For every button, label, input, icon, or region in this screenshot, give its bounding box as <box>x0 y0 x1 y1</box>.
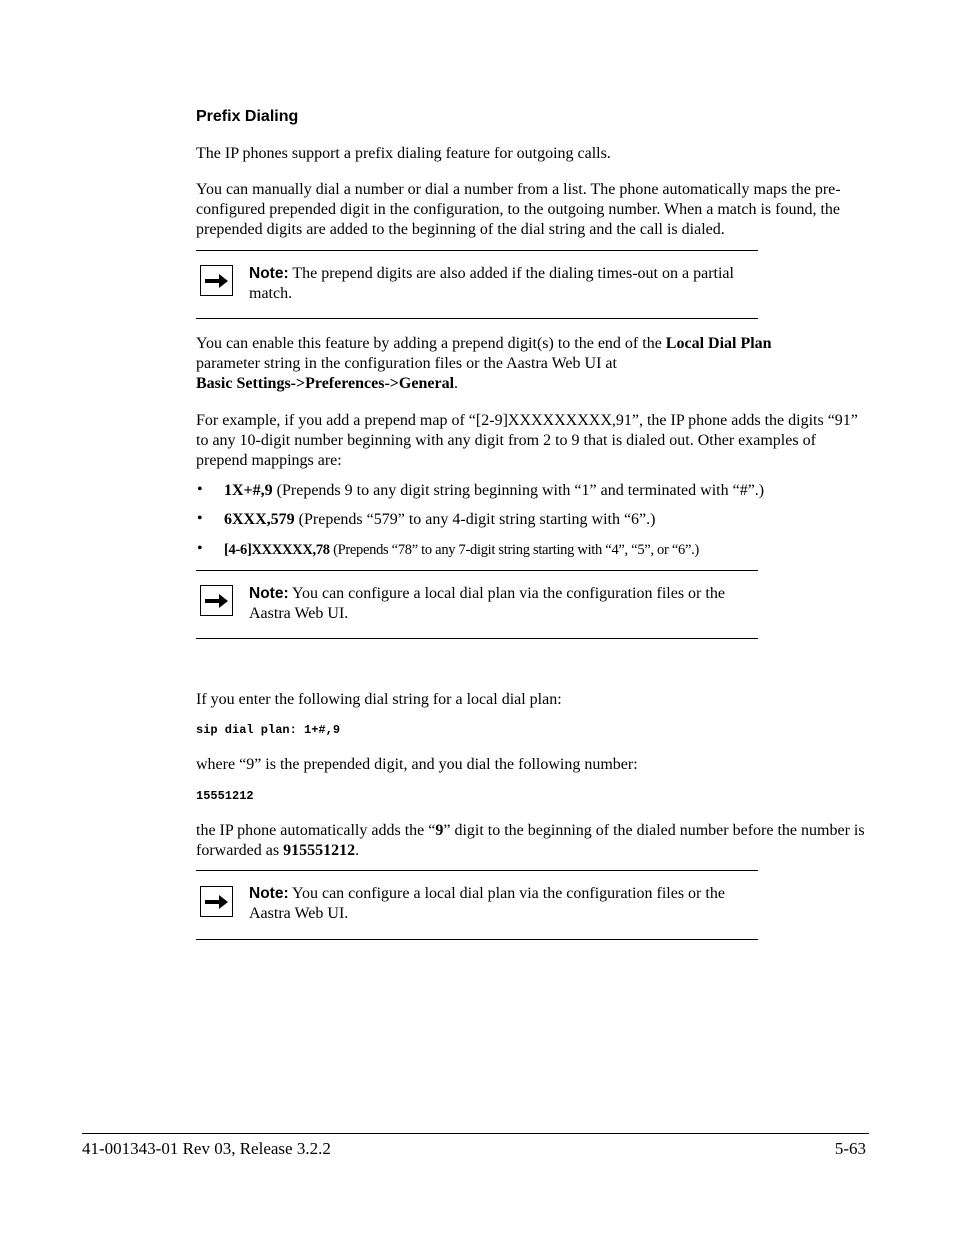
note-label: Note: <box>249 885 289 902</box>
footer-doc-id: 41-001343-01 Rev 03, Release 3.2.2 <box>82 1139 331 1158</box>
arrow-right-icon <box>200 585 233 616</box>
note-text: You can configure a local dial plan via the configuration files or the Aastra Web UI. <box>249 885 725 922</box>
note-top-rule <box>196 870 758 871</box>
bullet-mark: • <box>197 481 203 498</box>
dialed-number: 915551212 <box>283 842 356 859</box>
code-number: 15551212 <box>196 789 254 803</box>
footer-rule <box>82 1133 869 1134</box>
note-text: You can configure a local dial plan via the configuration files or the Aastra Web UI. <box>249 585 725 622</box>
local-dial-plan-term: Local Dial Plan <box>665 335 772 352</box>
settings-path: Basic Settings->Preferences->General <box>196 375 455 392</box>
note-bottom-rule <box>196 939 758 940</box>
footer-page-number: 5-63 <box>834 1139 866 1158</box>
list-item: 6XXX,579 (Prepends “579” to any 4-digit string starting with “6”.) <box>224 511 656 528</box>
note-top-rule <box>196 570 758 571</box>
note-bottom-rule <box>196 318 758 319</box>
intro-paragraph: The IP phones support a prefix dialing feature for outgoing calls. <box>196 145 611 162</box>
enable-paragraph: You can enable this feature by adding a prepend digit(s) to the end of the Local Dial Plan parameter string in the configuration files or the Aastra Web UI at Basic Settings->Preferences->General. <box>196 335 772 392</box>
example-paragraph: For example, if you add a prepend map of “[2-9]XXXXXXXXX,91”, the IP phone adds the digits “91” to any 10-digit number beginning with any digit from 2 to 9 that is dialed out. Other examples of prepend mappings are: <box>196 412 858 469</box>
list-item: [4-6]XXXXXX,78 (Prepends “78” to any 7-digit string starting with “4”, “5”, or “6”.) <box>224 542 699 558</box>
code-dial-plan: sip dial plan: 1+#,9 <box>196 723 341 737</box>
note-bottom-rule <box>196 638 758 639</box>
list-item: 1X+#,9 (Prepends 9 to any digit string beginning with “1” and terminated with “#”.) <box>224 482 765 499</box>
note-top-rule <box>196 250 758 251</box>
section-heading: Prefix Dialing <box>196 108 299 125</box>
arrow-right-icon <box>200 265 233 296</box>
arrow-right-icon <box>200 886 233 917</box>
note-1 <box>249 264 749 304</box>
prepended-digit-paragraph: where “9” is the prepended digit, and you dial the following number: <box>196 756 638 773</box>
note-text: The prepend digits are also added if the dialing times-out on a partial match. <box>249 265 734 302</box>
dial-string-paragraph: If you enter the following dial string for a local dial plan: <box>196 691 562 708</box>
note-3 <box>249 884 749 924</box>
note-2 <box>249 584 749 624</box>
description-paragraph: You can manually dial a number or dial a number from a list. The phone automatically maps the pre-configured prepended digit in the configuration, to the outgoing number. When a match is found, the prepended digits are added to the beginning of the dial string and the call is dialed. <box>196 181 841 238</box>
note-label: Note: <box>249 265 289 282</box>
bullet-mark: • <box>197 540 203 557</box>
result-paragraph: the IP phone automatically adds the “9” digit to the beginning of the dialed number before the number is forwarded as 915551212. <box>196 822 865 859</box>
bullet-mark: • <box>197 510 203 527</box>
note-label: Note: <box>249 585 289 602</box>
